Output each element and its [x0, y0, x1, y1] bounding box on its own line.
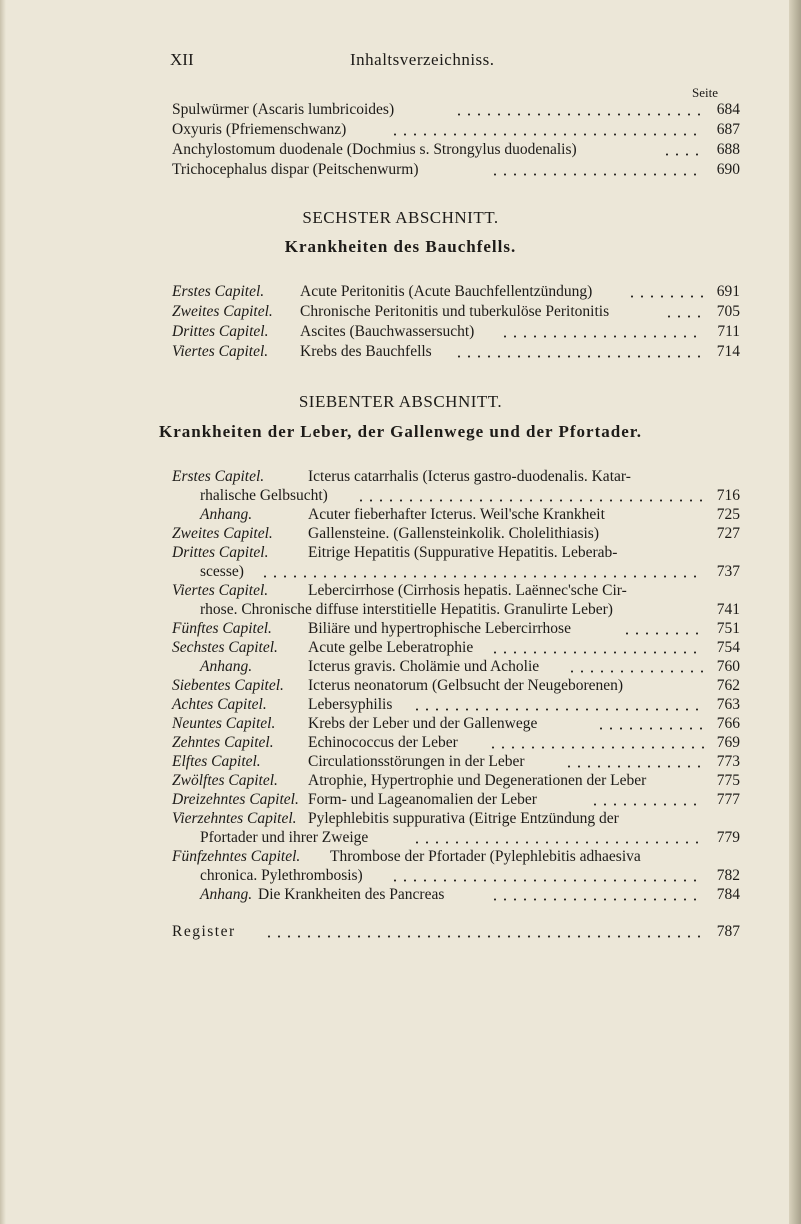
seite-label: Seite — [692, 85, 718, 100]
chapter-page: 760 — [716, 658, 740, 675]
chapter-title-continued: rhose. Chronische diffuse interstitielle Hepatitis. Granulirte Leber) — [200, 601, 613, 618]
running-title: Inhaltsverzeichniss. — [350, 50, 495, 69]
section-heading: SECHSTER ABSCHNITT. — [302, 208, 499, 227]
toc-entry — [172, 120, 740, 140]
chapter-page: 751 — [716, 620, 740, 637]
chapter-row — [172, 809, 740, 829]
chapter-title: Lebersyphilis — [308, 696, 393, 713]
chapter-row — [172, 322, 740, 342]
chapter-page: 714 — [716, 343, 740, 360]
chapter-row — [172, 543, 740, 563]
chapter-row — [172, 524, 740, 544]
leader-dots — [490, 898, 704, 901]
page-header — [170, 50, 730, 78]
chapter-title-continued: rhalische Gelbsucht) — [200, 487, 328, 504]
chapter-title: Atrophie, Hypertrophie und Degenerationen der Leber — [308, 772, 647, 789]
chapter-row — [172, 302, 740, 322]
register-entry — [172, 922, 740, 942]
chapter-label: Siebentes Capitel. — [172, 677, 284, 694]
chapter-page: 769 — [716, 734, 740, 751]
page-right-edge — [789, 0, 801, 1224]
section-heading: SIEBENTER ABSCHNITT. — [298, 392, 503, 411]
chapter-title: Krebs des Bauchfells — [300, 343, 432, 360]
chapter-title: Form- und Lageanomalien der Leber — [308, 791, 537, 808]
chapter-page: 777 — [716, 791, 740, 808]
leader-dots — [590, 803, 704, 806]
chapter-page: 691 — [716, 283, 740, 300]
leader-dots — [567, 670, 704, 673]
chapter-title: Pylephlebitis suppurativa (Eitrige Entzündung der — [308, 810, 619, 827]
chapter-page: 773 — [716, 753, 740, 770]
chapter-page: 727 — [716, 525, 740, 542]
entry-page: 684 — [716, 101, 740, 118]
register-label: Register — [172, 923, 236, 940]
chapter-row — [172, 885, 740, 905]
chapter-page: 711 — [717, 323, 740, 340]
chapter-page: 737 — [716, 563, 740, 580]
chapter-row — [172, 695, 740, 715]
leader-dots — [627, 295, 704, 298]
chapter-title-continued: scesse) — [200, 563, 244, 580]
entry-page: 690 — [716, 161, 740, 178]
leader-dots — [622, 632, 704, 635]
chapter-row-continuation — [172, 600, 740, 620]
chapter-page: 725 — [716, 506, 740, 523]
chapter-page: 763 — [716, 696, 740, 713]
chapter-label: Fünftes Capitel. — [172, 620, 272, 637]
leader-dots — [490, 651, 704, 654]
chapter-row — [172, 342, 740, 362]
chapter-label: Erstes Capitel. — [172, 468, 265, 485]
chapter-label: Zweites Capitel. — [172, 303, 273, 320]
chapter-label: Zehntes Capitel. — [172, 734, 274, 751]
chapter-row — [172, 467, 740, 487]
leader-dots — [596, 727, 704, 730]
chapter-label: Achtes Capitel. — [172, 696, 267, 713]
entry-text: Spulwürmer (Ascaris lumbricoides) — [172, 101, 395, 118]
chapter-row-continuation — [172, 866, 740, 886]
page-number: XII — [170, 50, 194, 69]
chapter-title: Eitrige Hepatitis (Suppurative Hepatitis. Leberab- — [308, 544, 618, 561]
entry-text: Oxyuris (Pfriemenschwanz) — [172, 121, 347, 138]
leader-dots — [390, 133, 704, 136]
chapter-label: Zweites Capitel. — [172, 525, 273, 542]
chapter-label: Vierzehntes Capitel. — [172, 810, 297, 827]
chapter-page: 741 — [716, 601, 740, 618]
appendix-label: Anhang. — [200, 658, 253, 675]
chapter-row-continuation — [172, 828, 740, 848]
chapter-title: Ascites (Bauchwassersucht) — [300, 323, 475, 340]
leader-dots — [390, 879, 704, 882]
chapter-label: Erstes Capitel. — [172, 283, 265, 300]
chapter-title-continued: Pfortader und ihrer Zweige — [200, 829, 369, 846]
leader-dots — [454, 355, 704, 358]
chapter-row — [172, 752, 740, 772]
leader-dots — [488, 746, 704, 749]
chapter-title-continued: chronica. Pylethrombosis) — [200, 867, 363, 884]
chapter-row — [172, 771, 740, 791]
chapter-page: 716 — [716, 487, 740, 504]
leader-dots — [412, 708, 704, 711]
chapter-title: Icterus neonatorum (Gelbsucht der Neugeborenen) — [308, 677, 624, 694]
leader-dots — [412, 841, 704, 844]
chapter-row — [172, 847, 740, 867]
chapter-row — [172, 733, 740, 753]
chapter-title: Circulationsstörungen in der Leber — [308, 753, 525, 770]
chapter-title: Icterus catarrhalis (Icterus gastro-duodenalis. Katar- — [308, 468, 631, 485]
chapter-row — [172, 581, 740, 601]
chapter-row — [172, 657, 740, 677]
chapter-label: Zwölftes Capitel. — [172, 772, 278, 789]
leader-dots — [356, 499, 704, 502]
entry-page: 688 — [716, 141, 740, 158]
chapter-title: Thrombose der Pfortader (Pylephlebitis adhaesiva — [330, 848, 641, 865]
chapter-title: Krebs der Leber und der Gallenwege — [308, 715, 538, 732]
chapter-title: Chronische Peritonitis und tuberkulöse Peritonitis — [300, 303, 610, 320]
chapter-page: 766 — [716, 715, 740, 732]
chapter-title: Acute Peritonitis (Acute Bauchfellentzündung) — [300, 283, 593, 300]
chapter-label: Sechstes Capitel. — [172, 639, 278, 656]
chapter-row — [172, 282, 740, 302]
chapter-page: 779 — [716, 829, 740, 846]
chapter-title: Acute gelbe Leberatrophie — [308, 639, 474, 656]
chapter-page: 782 — [716, 867, 740, 884]
leader-dots — [662, 153, 704, 156]
chapter-title: Lebercirrhose (Cirrhosis hepatis. Laënnec'sche Cir- — [308, 582, 627, 599]
toc-entry — [172, 160, 740, 180]
chapter-title: Die Krankheiten des Pancreas — [258, 886, 445, 903]
leader-dots — [564, 765, 704, 768]
chapter-title: Echinococcus der Leber — [308, 734, 458, 751]
chapter-page: 784 — [716, 886, 740, 903]
section-subheading: Krankheiten der Leber, der Gallenwege und der Pfortader. — [158, 422, 643, 441]
leader-dots — [264, 935, 704, 938]
leader-dots — [454, 113, 704, 116]
chapter-label: Elftes Capitel. — [172, 753, 261, 770]
chapter-label: Drittes Capitel. — [172, 544, 269, 561]
chapter-page: 754 — [716, 639, 740, 656]
leader-dots — [500, 335, 704, 338]
page-left-edge — [0, 0, 6, 1224]
chapter-row — [172, 638, 740, 658]
entry-page: 687 — [716, 121, 740, 138]
section-subheading: Krankheiten des Bauchfells. — [284, 237, 517, 256]
entry-text: Anchylostomum duodenale (Dochmius s. Strongylus duodenalis) — [172, 141, 577, 158]
chapter-title: Biliäre und hypertrophische Lebercirrhose — [308, 620, 571, 637]
chapter-page: 775 — [716, 772, 740, 789]
chapter-label: Neuntes Capitel. — [172, 715, 276, 732]
chapter-row — [172, 505, 740, 525]
leader-dots — [490, 173, 704, 176]
chapter-row — [172, 676, 740, 696]
leader-dots — [664, 315, 704, 318]
appendix-label: Anhang. — [200, 506, 253, 523]
register-page: 787 — [716, 923, 740, 940]
leader-dots — [260, 575, 704, 578]
chapter-label: Viertes Capitel. — [172, 582, 269, 599]
chapter-label: Viertes Capitel. — [172, 343, 269, 360]
chapter-page: 762 — [716, 677, 740, 694]
toc-entry — [172, 100, 740, 120]
chapter-label: Fünfzehntes Capitel. — [172, 848, 301, 865]
entry-text: Trichocephalus dispar (Peitschenwurm) — [172, 161, 419, 178]
chapter-row — [172, 790, 740, 810]
chapter-title: Icterus gravis. Cholämie und Acholie — [308, 658, 540, 675]
toc-entry — [172, 140, 740, 160]
chapter-row-continuation — [172, 486, 740, 506]
chapter-page: 705 — [716, 303, 740, 320]
chapter-row — [172, 619, 740, 639]
chapter-row-continuation — [172, 562, 740, 582]
chapter-row — [172, 714, 740, 734]
chapter-title: Gallensteine. (Gallensteinkolik. Cholelithiasis) — [308, 525, 599, 542]
chapter-title: Acuter fieberhafter Icterus. Weil'sche Krankheit — [308, 506, 605, 523]
chapter-label: Drittes Capitel. — [172, 323, 269, 340]
chapter-label: Dreizehntes Capitel. — [172, 791, 299, 808]
appendix-label: Anhang. — [200, 886, 253, 903]
